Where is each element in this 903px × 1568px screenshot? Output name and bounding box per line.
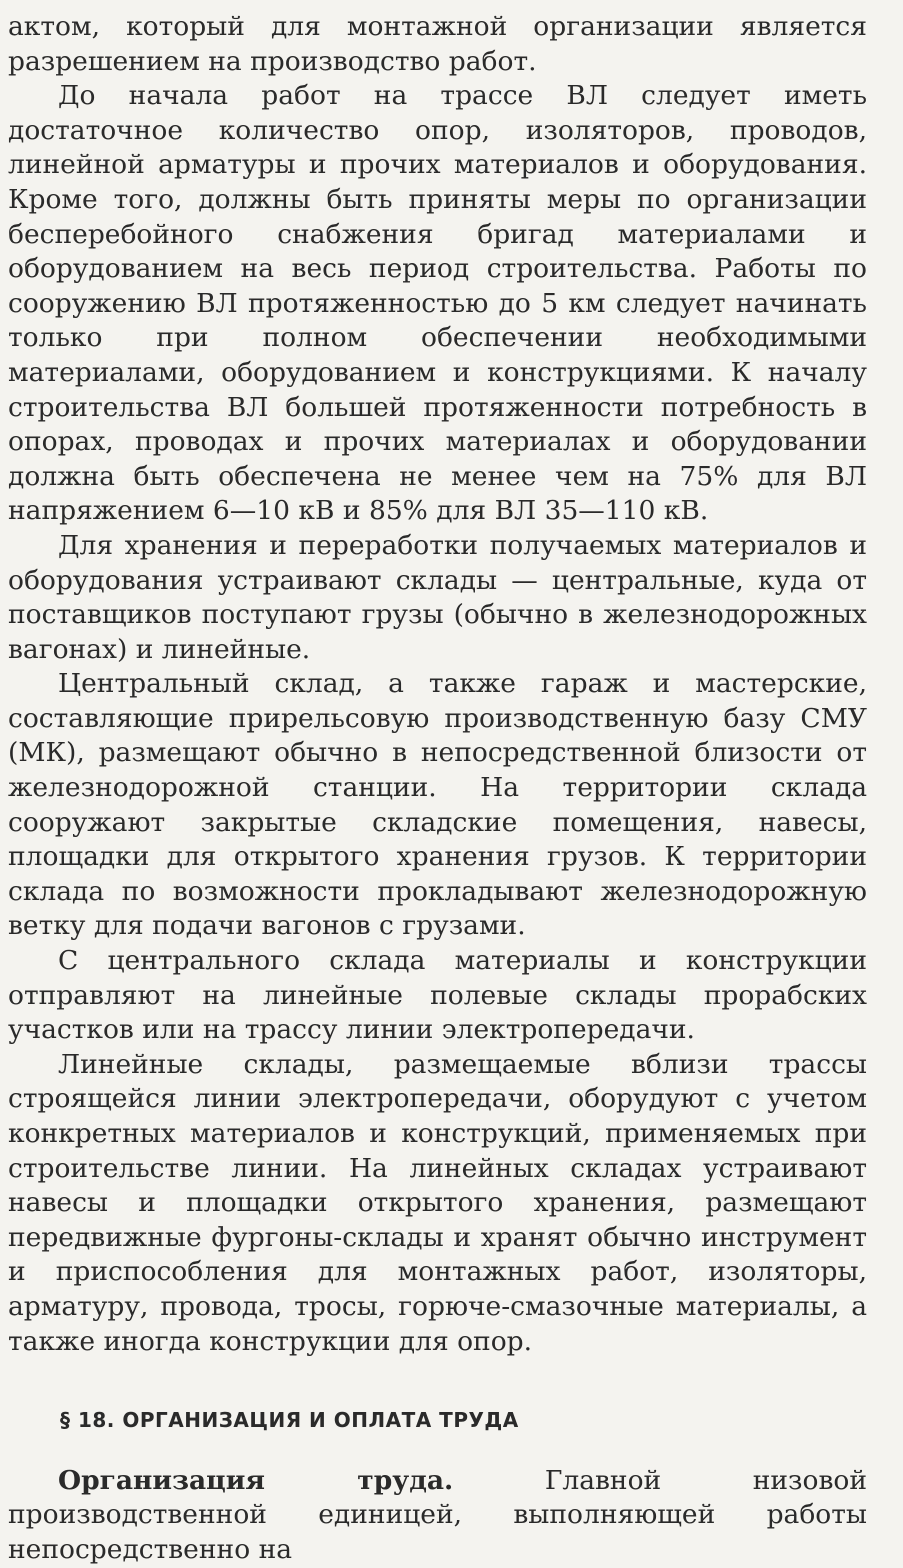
- paragraph-text: Главной низовой производственной единицей, выполняющей работы непосредственно на: [8, 1464, 867, 1565]
- paragraph-warehouses: Для хранения и переработки получаемых материалов и оборудования устраивают склады — центральные, куда от поставщиков поступают грузы (обычно в железнодорожных вагонах) и линейные.: [8, 529, 867, 665]
- paragraph-continuation: актом, который для монтажной организации является разрешением на производство работ.: [8, 11, 867, 77]
- paragraph-labor-organization: [8, 1464, 867, 1568]
- paragraph-materials-supply: До начала работ на трассе ВЛ следует иметь достаточное количество опор, изоляторов, проводов, линейной арматуры и прочих материалов и оборудования. Кроме того, должны быть приняты меры по организации бесперебойного снабжения бригад материалами и оборудованием на весь период строительства. Работы по сооружению ВЛ протяженностью до 5 км следует начинать только при полном обеспечении необходимыми материалами, оборудованием и конструкциями. К началу строительства ВЛ большей протяженности потребность в опорах, проводах и прочих материалах и оборудовании должна быть обеспечена не менее чем на 75% для ВЛ напряжением 6—10 кВ и 85% для ВЛ 35—110 кВ.: [8, 80, 867, 527]
- paragraph-central-warehouse: Центральный склад, а также гараж и мастерские, составляющие прирельсовую производственную базу СМУ (МК), размещают обычно в непосредственной близости от железнодорожной станции. На территории склада сооружают закрытые складские помещения, навесы, площадки для открытого хранения грузов. К территории склада по возможности прокладывают железнодорожную ветку для подачи вагонов с грузами.: [8, 668, 867, 942]
- run-in-heading: Организация труда.: [58, 1464, 454, 1496]
- section-heading: § 18. ОРГАНИЗАЦИЯ И ОПЛАТА ТРУДА: [60, 1408, 519, 1433]
- paragraph-linear-warehouses: Линейные склады, размещаемые вблизи трассы строящейся линии электропередачи, оборудуют с учетом конкретных материалов и конструкций, применяемых при строительстве линии. На линейных складах устраивают навесы и площадки открытого хранения, размещают передвижные фургоны-склады и хранят обычно инструмент и приспособления для монтажных работ, изоляторы, арматуру, провода, тросы, горюче-смазочные материалы, а также иногда конструкции для опор.: [8, 1048, 867, 1357]
- paragraph-dispatch: С центрального склада материалы и конструкции отправляют на линейные полевые склады прорабских участков или на трассу линии электропередачи.: [8, 945, 867, 1046]
